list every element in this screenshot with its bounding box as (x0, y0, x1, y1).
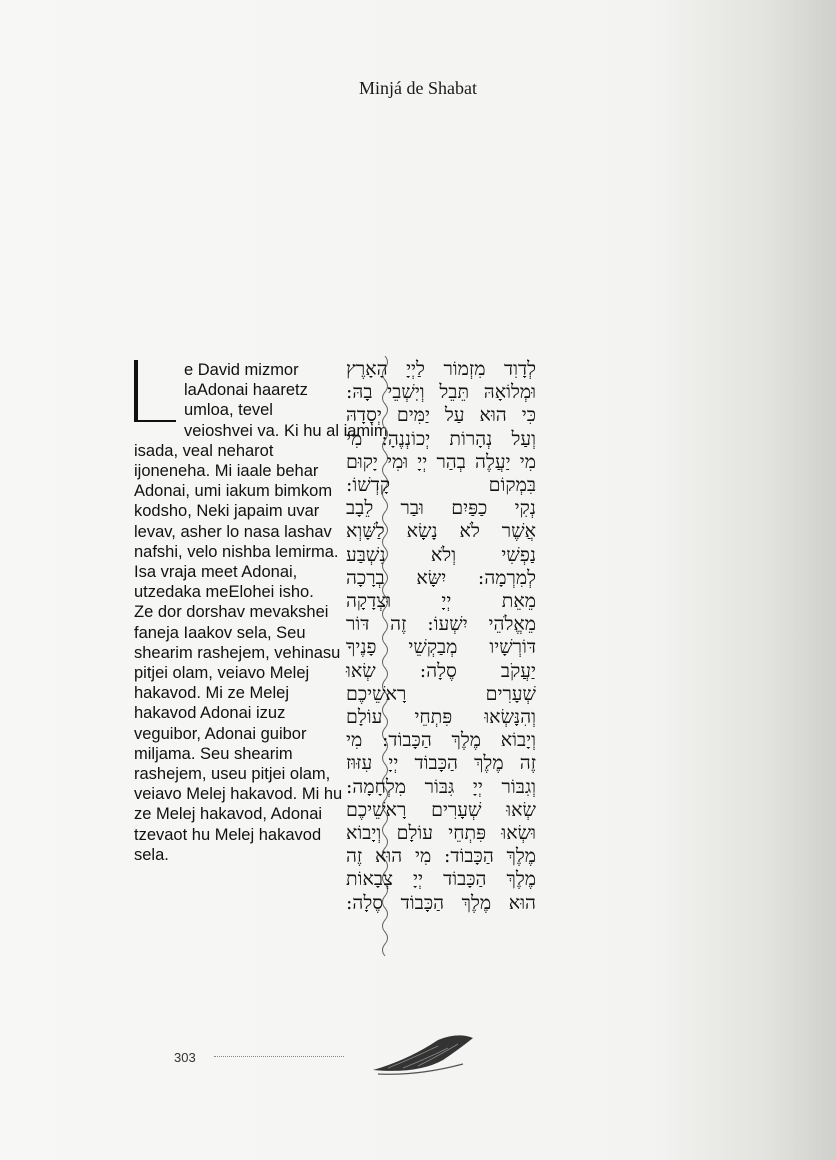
leaf-ornament (368, 1030, 478, 1080)
hebrew-line: וּשְׂאוּ פִּתְחֵי עוֹלָם וְיָבוֹא (346, 822, 536, 845)
transliteration-line: pitjei olam, veiavo Melej (134, 664, 310, 683)
transliteration-line: hakavod. Mi ze Melej (134, 684, 289, 703)
hebrew-line: וְעַל נְהָרוֹת יְכוֹנְנֶהָ: מִי (346, 427, 536, 450)
hebrew-line: שְׂאוּ שְׁעָרִים רָאשֵׁיכֶם (346, 798, 536, 821)
hebrew-line: מִי יַעֲלֶה בְהַר יְיָ וּמִי יָקוּם (346, 450, 536, 473)
hebrew-line: מֶלֶךְ הַכָּבוֹד יְיָ צְבָאוֹת (346, 868, 536, 891)
hebrew-line: וְיָבוֹא מֶלֶךְ הַכָּבוֹד: מִי (346, 729, 536, 752)
transliteration-line: shearim rashejem, vehinasu (134, 643, 341, 662)
transliteration-line: sela. (134, 845, 169, 864)
transliteration-line: nafshi, velo nishba lemirma. (134, 542, 339, 561)
hebrew-line: הוּא מֶלֶךְ הַכָּבוֹד סֶלָה: (346, 891, 536, 914)
page-number: 303 (174, 1050, 196, 1065)
page-title: Minjá de Shabat (359, 78, 477, 98)
hebrew-line: וּמְלוֹאָהּ תֵּבֵל וְיֽשְׁבֵי בָהּ: (346, 381, 536, 404)
hebrew-line: וְהִנָּשְׂאוּ פִּתְחֵי עוֹלָם (346, 706, 536, 729)
hebrew-line: לְמִרְמָה: יִשָּׂא בְרָכָה (346, 566, 536, 589)
hebrew-line: כִּי הוּא עַל יַמִּים יְסָדָהּ (346, 404, 536, 427)
transliteration-line: isada, veal neharot (134, 441, 274, 460)
transliteration-line: veiavo Melej hakavod. Mi hu (134, 785, 343, 804)
transliteration-line: miljama. Seu shearim (134, 744, 293, 763)
drop-cap-glyph (134, 360, 174, 420)
hebrew-line: דּוֹרְשָׁיו מְבַקְשֵׁי פָנֶיךָ (346, 636, 536, 659)
footer-rule (214, 1056, 344, 1057)
hebrew-line: נְקִי כַפַּיִם וּבַר לֵבָב (346, 497, 536, 520)
transliteration-line: levav, asher lo nasa lashav (134, 522, 332, 541)
hebrew-line: מֵאֱלֹהֵי יִשְׁעוֹ: זֶה דּוֹר (346, 613, 536, 636)
hebrew-line: אֲשֶׁר לֹא נָשָׂא לַשָּׁוְא (346, 520, 536, 543)
transliteration-line: veguibor, Adonai guibor (134, 724, 307, 743)
hebrew-line: מֵאֵת יְיָ וּצְדָקָה (346, 590, 536, 613)
hebrew-line: בִּמְקוֹם קָדְשׁוֹ: (346, 474, 536, 497)
transliteration-line: Adonai, umi iakum bimkom (134, 482, 333, 501)
hebrew-line: שְׁעָרִים רָאשֵׁיכֶם (346, 682, 536, 705)
drop-cap (134, 360, 176, 422)
hebrew-column (346, 358, 536, 915)
transliteration-line: rashejem, useu pitjei olam, (134, 765, 331, 784)
transliteration-line: umloa, tevel (184, 401, 273, 420)
transliteration-line: veioshvei va. Ki hu al iamim (184, 421, 388, 440)
hebrew-line: יַעֲקֹב סֶלָה: שְׂאוּ (346, 659, 536, 682)
transliteration-line: hakavod Adonai izuz (134, 704, 286, 723)
transliteration-line: laAdonai haaretz (184, 381, 308, 400)
transliteration-line: ijoneneha. Mi iaale behar (134, 462, 319, 481)
transliteration-line: Isa vraja meet Adonai, (134, 563, 298, 582)
transliteration-line: faneja Iaakov sela, Seu (134, 623, 306, 642)
transliteration-text (134, 360, 388, 865)
hebrew-line: לְדָוִד מִזְמוֹר לַיְיָ הָאָרֶץ (346, 358, 536, 380)
transliteration-line: ze Melej hakavod, Adonai (134, 805, 323, 824)
transliteration-line: utzedaka meElohei isho. (134, 583, 314, 602)
transliteration-line: e David mizmor (184, 361, 299, 379)
hebrew-line: וְגִבּוֹר יְיָ גִּבּוֹר מִלְחָמָה: (346, 775, 536, 798)
transliteration-line: tzevaot hu Melej hakavod (134, 825, 322, 844)
transliteration-line: kodsho, Neki japaim uvar (134, 502, 320, 521)
transliteration-column (134, 360, 388, 865)
hebrew-line: זֶה מֶלֶךְ הַכָּבוֹד יְיָ עִזּוּז (346, 752, 536, 775)
hebrew-line: מֶלֶךְ הַכָּבוֹד: מִי הוּא זֶה (346, 845, 536, 868)
hebrew-line: נַפְשִׁי וְלֹא נִשְׁבַּע (346, 543, 536, 566)
transliteration-line: Ze dor dorshav mevakshei (134, 603, 329, 622)
